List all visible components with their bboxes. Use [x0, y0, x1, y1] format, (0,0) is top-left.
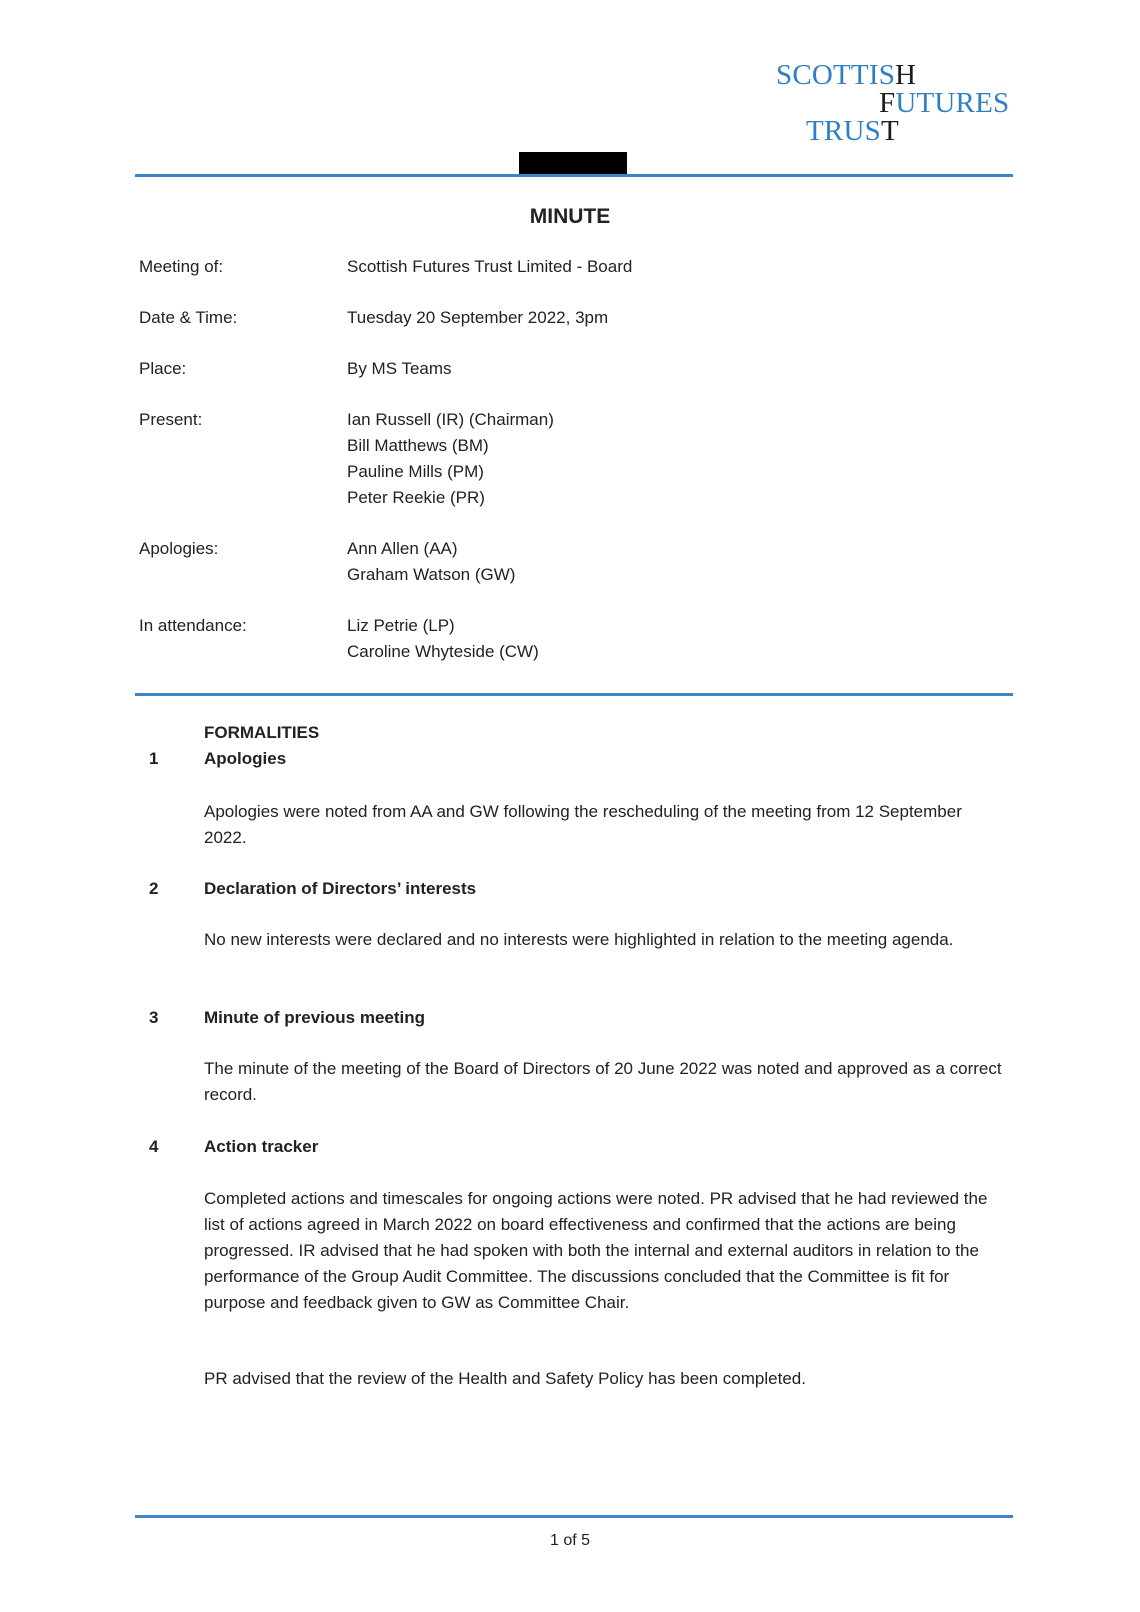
meta-value-line: Ian Russell (IR) (Chairman) — [347, 410, 554, 429]
item-number: 1 — [149, 749, 159, 768]
item-heading: Declaration of Directors’ interests — [204, 879, 477, 898]
meta-label: Apologies: — [139, 539, 219, 558]
item-heading: Apologies — [204, 749, 287, 768]
meta-value-line: Peter Reekie (PR) — [347, 488, 485, 507]
footer-rule — [135, 1515, 1013, 1518]
meta-value — [347, 407, 554, 511]
section-heading: FORMALITIES — [204, 723, 320, 742]
item-heading: Minute of previous meeting — [204, 1008, 426, 1027]
meta-value-line: Bill Matthews (BM) — [347, 436, 489, 455]
meta-value — [347, 536, 515, 588]
meta-value — [347, 254, 632, 280]
meta-label: Meeting of: — [139, 257, 224, 276]
item-paragraph: Apologies were noted from AA and GW following the rescheduling of the meeting from 12 September 2022. — [204, 802, 962, 847]
meta-value-line: Liz Petrie (LP) — [347, 616, 455, 635]
meta-value-line: Caroline Whyteside (CW) — [347, 642, 539, 661]
logo-line-2: FUTURES — [879, 87, 1010, 119]
item-paragraph: Completed actions and timescales for ongoing actions were noted. PR advised that he had reviewed the list of actions agreed in March 2022 on board effectiveness and confirmed that the actions are being progressed. IR advised that he had spoken with both the internal and external auditors in relation to the performance of the Group Audit Committee. The discussions concluded that the Committee is fit for purpose and feedback given to GW as Committee Chair. — [204, 1189, 988, 1312]
logo-line-3: TRUST — [806, 115, 899, 147]
item-number: 2 — [149, 879, 159, 898]
item-paragraph: PR advised that the review of the Health and Safety Policy has been completed. — [204, 1369, 806, 1388]
item-heading: Action tracker — [204, 1137, 319, 1156]
meta-label: Present: — [139, 410, 203, 429]
item-paragraph: The minute of the meeting of the Board of Directors of 20 June 2022 was noted and approved as a correct record. — [204, 1059, 1002, 1104]
meta-value-line: By MS Teams — [347, 359, 452, 378]
document-title: MINUTE — [529, 205, 611, 228]
meta-value — [347, 356, 452, 382]
meta-label: Place: — [139, 359, 187, 378]
page-number: 1 of 5 — [549, 1532, 591, 1549]
item-paragraph: No new interests were declared and no interests were highlighted in relation to the meeting agenda. — [204, 930, 954, 949]
meta-label: In attendance: — [139, 616, 247, 635]
logo-line-1: SCOTTISH — [776, 59, 917, 91]
scottish-futures-trust-logo — [776, 59, 1016, 152]
redaction-block — [519, 152, 627, 174]
meta-value — [347, 613, 539, 665]
item-number: 4 — [149, 1137, 159, 1156]
meta-value-line: Graham Watson (GW) — [347, 565, 516, 584]
meta-value-line: Ann Allen (AA) — [347, 539, 458, 558]
meta-value-line: Tuesday 20 September 2022, 3pm — [347, 308, 609, 327]
item-number: 3 — [149, 1008, 159, 1027]
header-rule — [135, 174, 1013, 177]
meta-value — [347, 305, 608, 331]
meta-rule — [135, 693, 1013, 696]
meta-value-line: Pauline Mills (PM) — [347, 462, 484, 481]
meta-label: Date & Time: — [139, 308, 238, 327]
meta-value-line: Scottish Futures Trust Limited - Board — [347, 257, 633, 276]
